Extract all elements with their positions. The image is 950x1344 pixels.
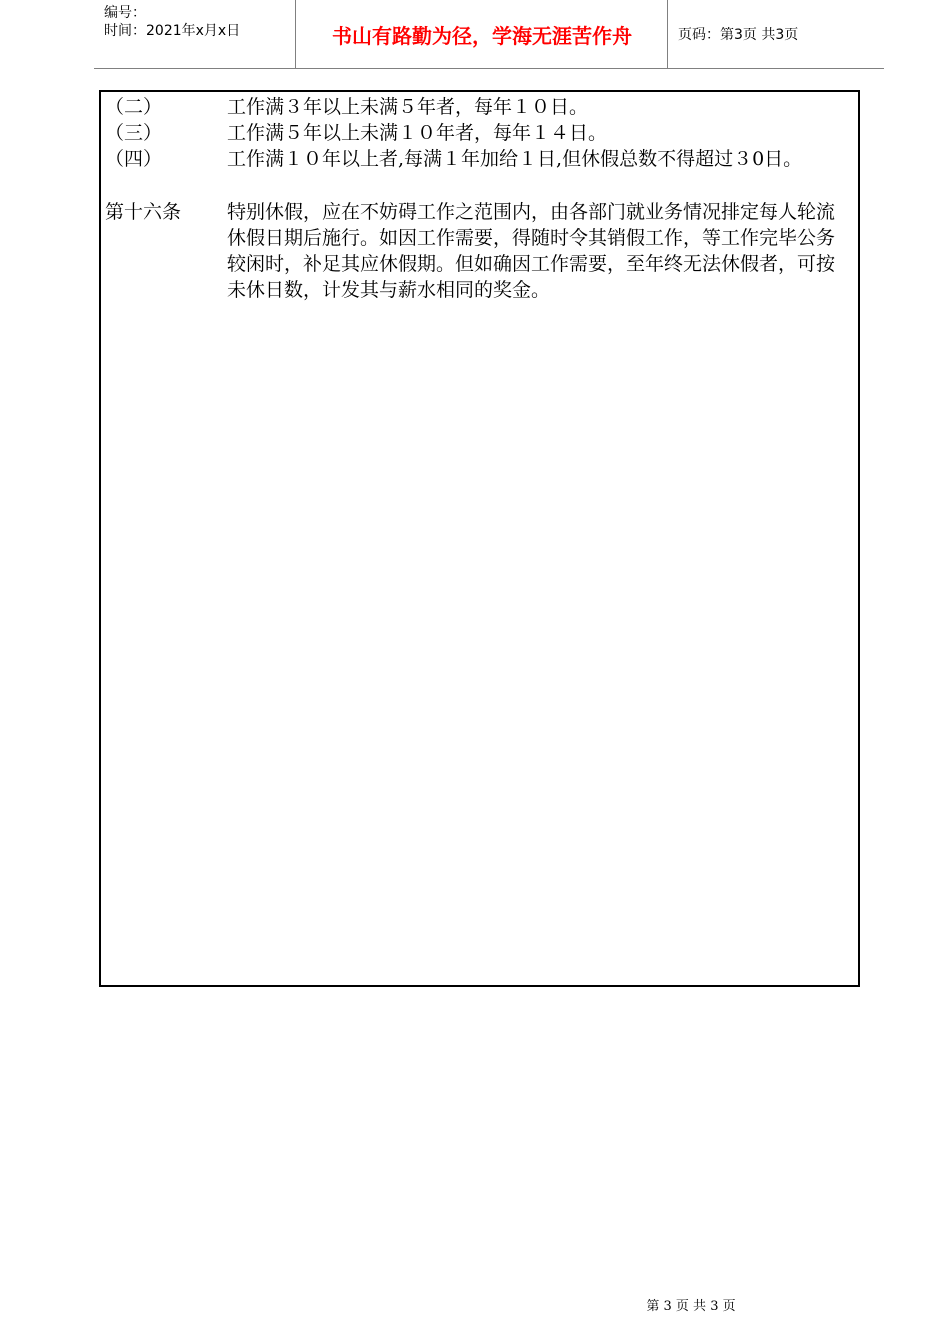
clause-item bbox=[101, 199, 858, 329]
clause-label: （二） bbox=[105, 96, 163, 118]
clause-item bbox=[101, 94, 858, 120]
clause-item bbox=[101, 120, 858, 146]
clause-label: 第十六条 bbox=[105, 201, 182, 223]
clause-text: 工作满３年以上未满５年者，每年１０日。 bbox=[227, 96, 589, 118]
clause-text: 工作满１０年以上者,每满１年加给１日,但休假总数不得超过３0日。 bbox=[227, 148, 803, 170]
clause-item bbox=[101, 146, 858, 198]
header-info-cell bbox=[94, 0, 296, 68]
clause-label: （三） bbox=[105, 122, 163, 144]
document-time-label: 时间：2021年x月x日 bbox=[104, 23, 241, 39]
clause-label: （四） bbox=[105, 148, 163, 170]
clause-text: 工作满５年以上未满１０年者，每年１４日。 bbox=[227, 122, 608, 144]
motto-text: 书山有路勤为径，学海无涯苦作舟 bbox=[332, 24, 632, 48]
document-number-label: 编号： bbox=[104, 5, 146, 21]
content-box bbox=[99, 90, 860, 987]
page-footer: 第 3 页 共 3 页 bbox=[646, 1299, 736, 1314]
header-page-cell bbox=[668, 0, 884, 68]
clause-text: 特别休假，应在不妨碍工作之范围内，由各部门就业务情况排定每人轮流休假日期后施行。如因工作需要，得随时令其销假工作，等工作完毕公务较闲时，补足其应休假期。但如确因工作需要，至年终无法休假者，可按未休日数，计发其与薪水相同的奖金。 bbox=[227, 201, 836, 301]
page-code-label: 页码：第3页 共3页 bbox=[678, 27, 799, 43]
header-motto-cell bbox=[296, 0, 668, 68]
page-header bbox=[94, 0, 884, 69]
